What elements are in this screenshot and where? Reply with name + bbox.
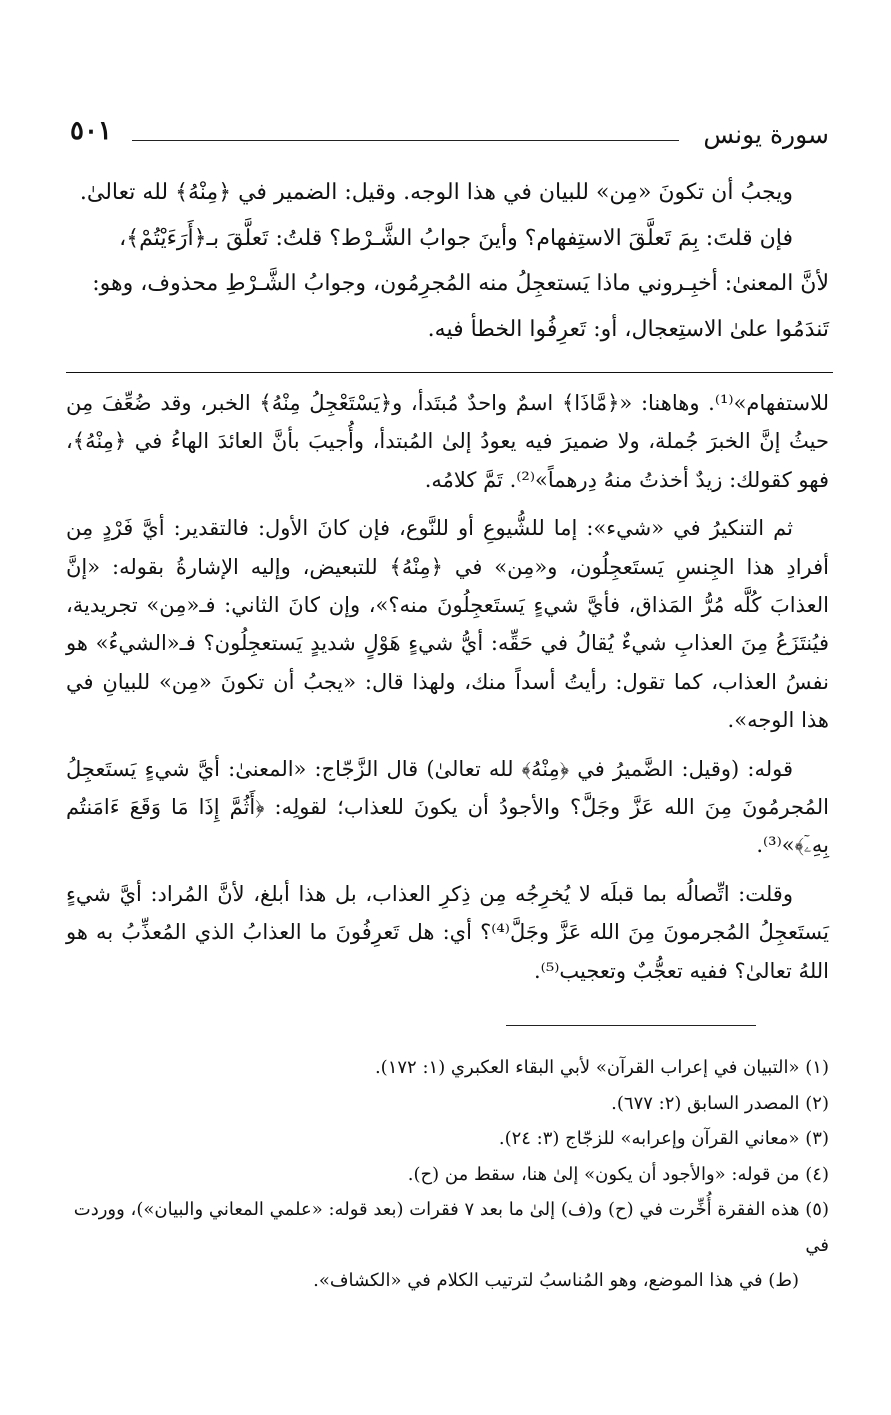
running-header	[70, 112, 829, 152]
commentary-paragraph: للاستفهام»⁽¹⁾. وهاهنا: «﴿مَّاذَا﴾ اسمٌ واحدٌ مُبتَدأ، و﴿يَسْتَعْجِلُ مِنْهُ﴾ الخبر، وقد ضُعِّفَ مِن حيثُ إنَّ الخبرَ جُملة، ولا ضميرَ فيه يعودُ إلىٰ المُبتدأ، وأُجيبَ بأنَّ العائدَ الهاءُ في ﴿مِنْهُ﴾، فهو كقولك: زيدٌ أخذتُ منهُ دِرهماً»⁽²⁾. تَمَّ كلامُه.	[66, 391, 829, 492]
page-number: ٥٠١	[70, 116, 112, 146]
commentary-text	[66, 384, 829, 990]
quote-line: ويجبُ أن تكونَ «مِن» للبيان في هذا الوجه. وقيل: الضمير في ﴿مِنْهُ﴾ لله تعالىٰ.	[79, 180, 793, 205]
footnote: (٢) المصدر السابق (٢: ٦٧٧).	[611, 1092, 829, 1114]
quote-line: فإن قلتَ: بِمَ تَعلَّقَ الاستِفهام؟ وأينَ جوابُ الشَّـرْط؟ قلتُ: تَعلَّقَ بـ﴿أَرَءَيْتُمْ﴾،	[119, 225, 793, 251]
quote-line: لأنَّ المعنىٰ: أخبِـروني ماذا يَستعجِلُ منه المُجرِمُون، وجوابُ الشَّـرْطِ محذوف، وهو:	[92, 271, 829, 296]
footnote: (٣) «معاني القرآن وإعرابه» للزجّاج (٣: ٢٤).	[498, 1128, 829, 1149]
commentary-paragraph: وقلت: اتِّصالُه بما قبلَه لا يُخرِجُه مِن ذِكرِ العذاب، بل هذا أبلغ، لأنَّ المُراد: أيَّ شيءٍ يَستَعجِلُ المُجرمونَ مِنَ الله عَزَّ وجَلَّ⁽⁴⁾؟ أي: هل تَعرِفُونَ ما العذابُ الذي المُعذِّبُ به هو اللهُ تعالىٰ؟ ففيه تعجُّبٌ وتعجيب⁽⁵⁾.	[66, 881, 829, 983]
commentary-paragraph: قوله: (وقيل: الضَّميرُ في ﴿مِنْهُ﴾ لله تعالىٰ) قال الزَّجّاج: «المعنىٰ: أيَّ شيءٍ يَستَعجِلُ المُجرمُونَ مِنَ الله عَزَّ وجَلَّ؟ والأجودُ أن يكونَ للعذاب؛ لقولِه: ﴿أَثُمَّ إِذَا مَا وَقَعَ ءَامَنتُم بِهِۦٓ﴾»⁽³⁾.	[66, 756, 829, 858]
section-divider	[66, 372, 833, 373]
footnote: (٥) هذه الفقرة أُخِّرت في (ح) و(ف) إلىٰ ما بعد ٧ فقرات (بعد قوله: «علمي المعاني والبيان»)، ووردت في	[73, 1199, 829, 1256]
quoted-main-text	[66, 170, 829, 352]
header-rule	[132, 140, 679, 141]
commentary-paragraph: ثم التنكيرُ في «شيء»: إما للشُّيوعِ أو للنَّوع، فإن كانَ الأول: فالتقدير: أيَّ فَرْدٍ مِن أفرادِ هذا الجِنسِ يَستَعجِلُون، و«مِن» في ﴿مِنْهُ﴾ للتبعيض، وإليه الإشارةُ بقوله: «إنَّ العذابَ كُلَّه مُرُّ المَذاق، فأيَّ شيءٍ يَستَعجِلُونَ منه؟»، وإن كانَ الثاني: فـ«مِن» تجريدية، فيُنتَزَعُ مِنَ العذابِ شيءٌ يُقالُ في حَقِّه: أيُّ شيءٍ هَوْلٍ شديدٍ يَستعجِلُون؟ فـ«الشيءُ» هو نفسُ العذاب، كما تقول: رأيتُ أسداً منك، ولهذا قال: «يجبُ أن تكونَ «مِن» للبيانِ في هذا الوجه».	[66, 516, 829, 733]
footnote: (١) «التبيان في إعراب القرآن» لأبي البقاء العكبري (١: ١٧٢).	[374, 1057, 829, 1078]
surah-title: سورة يونس	[703, 120, 829, 149]
footnote: (٤) من قوله: «والأجود أن يكون» إلىٰ هنا، سقط من (ح).	[407, 1163, 829, 1185]
footnote-continuation: (ط) في هذا الموضع، وهو المُناسبُ لترتيب الكلام في «الكشاف».	[313, 1270, 799, 1291]
footnotes	[66, 1050, 829, 1299]
footnote-separator	[506, 1025, 756, 1026]
quote-line: تَندَمُوا علىٰ الاستِعجال، أو: تَعرِفُوا الخطأ فيه.	[427, 316, 829, 342]
